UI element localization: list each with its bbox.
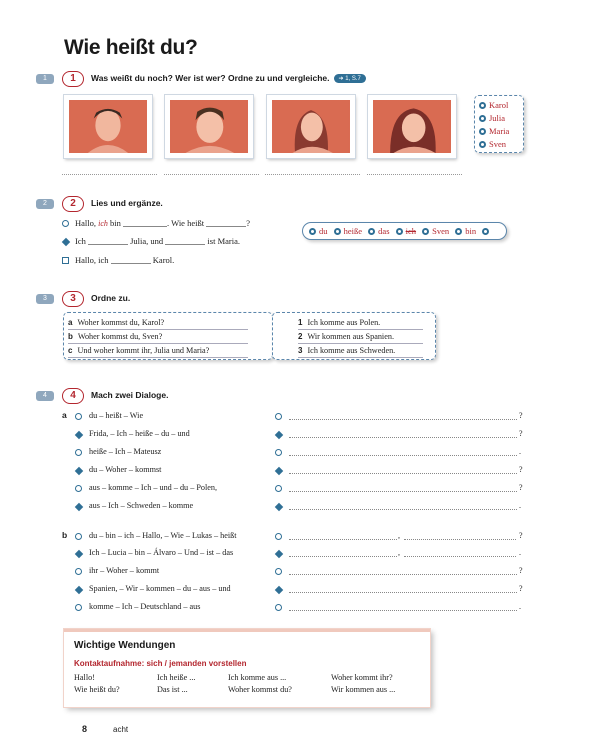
answer-line[interactable] [289,549,397,557]
dialogue-label-a: a [62,410,67,420]
speaker-circle-icon [275,485,282,492]
bullet-icon [422,228,429,235]
page-number: 8 [82,724,88,734]
fill-line-1: Hallo, ich bin . Wie heißt ? [75,218,250,228]
exercise-tag-1: 1 [36,74,54,84]
word-item: das [368,226,389,236]
exercise-1-title [91,73,366,83]
match-left-item[interactable]: a Woher kommst du, Karol? [68,317,248,330]
answer-line[interactable] [289,484,517,492]
dialogue-label-b: b [62,530,68,540]
photo-girl-1 [267,95,355,158]
answer-line[interactable] [289,466,517,474]
page-number-word: acht [113,725,129,734]
dialogue-b-words: Spanien, – Wir – kommen – du – aus – und [89,584,231,593]
speaker-diamond-icon [62,238,70,246]
caption-line-3[interactable] [265,174,360,175]
dialogue-a-words: du – heißt – Wie [89,411,144,420]
bullet-icon [479,115,486,122]
phrase: Woher kommt ihr? [331,673,393,682]
bullet-icon [479,102,486,109]
phrases-box [64,629,430,707]
phrases-subtitle: Kontaktaufnahme: sich / jemanden vorstellen [74,659,247,668]
match-left-item[interactable]: c Und woher kommt ihr, Julia und Maria? [68,345,248,358]
caption-line-1[interactable] [62,174,157,175]
speaker-diamond-icon [75,431,83,439]
answer-line[interactable] [289,412,517,420]
phrase: Ich heiße ... [157,673,196,682]
speaker-circle-icon [275,604,282,611]
phrase: Wie heißt du? [74,685,120,694]
exercise-number-1: 1 [62,71,84,87]
line-end-punctuation: . [519,447,521,456]
answer-line[interactable] [404,532,516,540]
blank-field[interactable] [206,218,246,227]
name-item: Sven [479,138,519,151]
phrase: Ich komme aus ... [228,673,287,682]
dialogue-b-words: komme – Ich – Deutschland – aus [89,602,201,611]
speaker-circle-icon [275,449,282,456]
answer-line[interactable] [289,430,517,438]
speaker-circle-icon [275,533,282,540]
line-end-punctuation: . [519,602,521,611]
speaker-circle-icon [75,449,82,456]
reference-badge[interactable]: ➜ 1, S.7 [334,74,366,83]
dialogue-a-words: aus – Ich – Schweden – komme [89,501,194,510]
match-right-item[interactable]: 2 Wir kommen aus Spanien. [298,331,423,344]
speaker-circle-icon [75,533,82,540]
bullet-icon [455,228,462,235]
photo-girl-2 [368,95,456,158]
answer-line[interactable] [289,532,397,540]
dialogue-b-words: ihr – Woher – kommt [89,566,160,575]
exercise-number-4: 4 [62,388,84,404]
caption-line-4[interactable] [367,174,462,175]
line-end-punctuation: ? [519,584,523,593]
match-left-item[interactable]: b Woher kommst du, Sven? [68,331,248,344]
phrase: Das ist ... [157,685,188,694]
phrases-title: Wichtige Wendungen [74,640,176,651]
bullet-icon [309,228,316,235]
bullet-icon [482,228,489,235]
answer-line[interactable] [289,567,517,575]
speaker-circle-icon [275,413,282,420]
phrase: Woher kommst du? [228,685,292,694]
phrase: Hallo! [74,673,95,682]
line-mid-punctuation: , [398,548,400,557]
answer-line[interactable] [404,549,516,557]
word-item: bin [455,226,476,236]
name-item: Karol [479,99,519,112]
speaker-diamond-icon [275,503,283,511]
speaker-diamond-icon [75,503,83,511]
bullet-icon [479,128,486,135]
speaker-diamond-icon [75,586,83,594]
dialogue-a-words: du – Woher – kommst [89,465,162,474]
speaker-diamond-icon [275,550,283,558]
speaker-diamond-icon [75,467,83,475]
word-item: Sven [422,226,449,236]
exercise-tag-3: 3 [36,294,54,304]
answer-line[interactable] [289,448,517,456]
line-end-punctuation: ? [519,566,523,575]
caption-line-2[interactable] [164,174,259,175]
speaker-diamond-icon [275,467,283,475]
phrase: Wir kommen aus ... [331,685,396,694]
bullet-icon [479,141,486,148]
blank-field[interactable] [111,255,151,264]
speaker-circle-icon [75,485,82,492]
exercise-tag-2: 2 [36,199,54,209]
word-item: ich [396,226,416,236]
speaker-circle-icon [75,413,82,420]
exercise-1-instruction: Was weißt du noch? Wer ist wer? Ordne zu und vergleiche. [91,73,330,83]
speaker-diamond-icon [275,586,283,594]
speaker-square-icon [62,257,69,264]
fill-line-3: Hallo, ich Karol. [75,255,175,265]
dialogue-b-words: du – bin – ich – Hallo, – Wie – Lukas – heißt [89,531,237,540]
handwritten-answer: ich [98,219,108,228]
line-end-punctuation: ? [519,531,523,540]
exercise-2-title: Lies und ergänze. [91,198,163,208]
dialogue-b-words: Ich – Lucia – bin – Álvaro – Und – ist – das [89,548,234,557]
line-end-punctuation: ? [519,429,523,438]
speaker-circle-icon [62,220,69,227]
speaker-circle-icon [75,604,82,611]
speaker-diamond-icon [75,550,83,558]
word-item: du [309,226,328,236]
blank-field[interactable] [165,236,205,245]
page-title: Wie heißt du? [64,36,198,59]
line-end-punctuation: ? [519,465,523,474]
dialogue-a-words: Frida, – Ich – heiße – du – und [89,429,190,438]
dialogue-a-words: aus – komme – Ich – und – du – Polen, [89,483,218,492]
name-item: Maria [479,125,519,138]
name-box [474,95,524,153]
exercise-4-title: Mach zwei Dialoge. [91,390,169,400]
exercise-number-2: 2 [62,196,84,212]
answer-line[interactable] [289,502,517,510]
photo-boy-2 [165,95,253,158]
word-box [302,222,507,240]
exercise-3-title: Ordne zu. [91,293,131,303]
word-item: heiße [334,226,362,236]
match-right-item[interactable]: 1 Ich komme aus Polen. [298,317,423,330]
answer-line[interactable] [289,603,517,611]
photo-boy-1 [64,95,152,158]
answer-line[interactable] [289,585,517,593]
line-end-punctuation: . [519,501,521,510]
line-end-punctuation: ? [519,411,523,420]
line-end-punctuation: ? [519,483,523,492]
speaker-circle-icon [75,568,82,575]
fill-line-2: Ich Julia, und ist Maria. [75,236,240,246]
blank-field[interactable] [123,218,167,227]
match-right-item[interactable]: 3 Ich komme aus Schweden. [298,345,423,358]
exercise-number-3: 3 [62,291,84,307]
line-end-punctuation: . [519,548,521,557]
name-item: Julia [479,112,519,125]
bullet-icon [334,228,341,235]
bullet-icon [368,228,375,235]
dialogue-a-words: heiße – Ich – Mateusz [89,447,162,456]
speaker-circle-icon [275,568,282,575]
exercise-tag-4: 4 [36,391,54,401]
blank-field[interactable] [88,236,128,245]
speaker-diamond-icon [275,431,283,439]
bullet-icon [396,228,403,235]
line-mid-punctuation: , [398,531,400,540]
